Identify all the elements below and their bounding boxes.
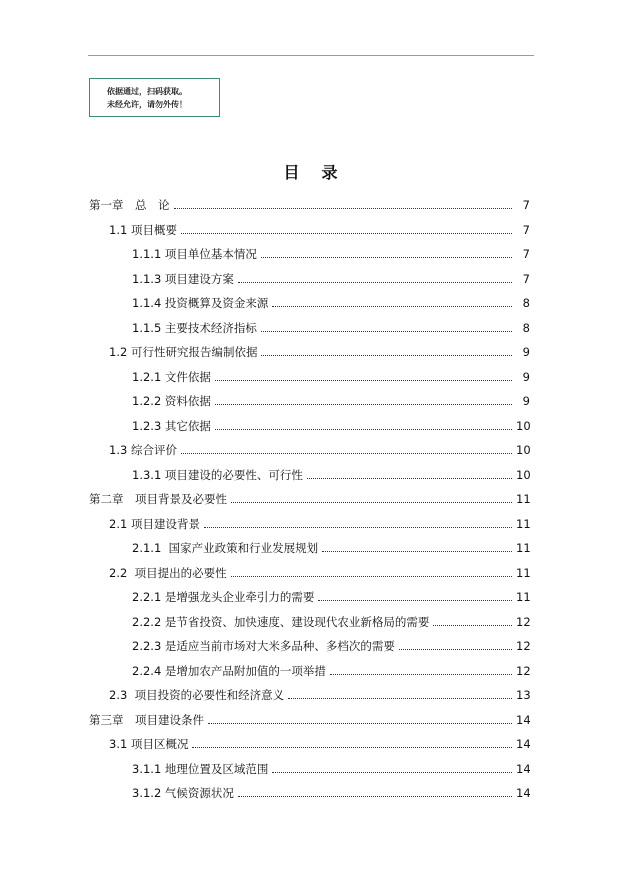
toc-page-number: 14 bbox=[516, 786, 531, 800]
toc-dot-leader bbox=[215, 404, 512, 405]
toc-entry[interactable] bbox=[132, 605, 530, 629]
toc-dot-leader bbox=[322, 551, 512, 552]
toc-page-number: 11 bbox=[516, 565, 531, 580]
toc-page-number: 12 bbox=[516, 639, 531, 653]
toc-page-number: 10 bbox=[516, 443, 531, 457]
toc-entry[interactable] bbox=[132, 776, 530, 800]
toc-title: 目录 bbox=[283, 163, 360, 182]
toc-dot-leader bbox=[330, 674, 512, 675]
toc-entry[interactable] bbox=[89, 703, 530, 727]
toc-entry[interactable] bbox=[132, 384, 530, 408]
toc-page-number: 8 bbox=[522, 296, 530, 310]
toc-entry-label: 1.3.1 项目建设的必要性、可行性 bbox=[132, 467, 303, 482]
toc-page-number: 14 bbox=[516, 712, 531, 727]
toc-dot-leader bbox=[174, 208, 513, 209]
toc-entry[interactable] bbox=[109, 556, 530, 580]
toc-entry[interactable] bbox=[132, 237, 530, 261]
toc-dot-leader bbox=[192, 747, 512, 748]
toc-entry[interactable] bbox=[132, 629, 530, 653]
toc-dot-leader bbox=[181, 453, 512, 454]
toc-page-number: 11 bbox=[516, 516, 531, 531]
toc-entry[interactable] bbox=[132, 311, 530, 335]
toc-page-number: 11 bbox=[516, 541, 531, 555]
toc-page-number: 7 bbox=[522, 222, 530, 237]
toc-entry-label: 1.1.5 主要技术经济指标 bbox=[132, 320, 257, 335]
toc-entry[interactable] bbox=[132, 654, 530, 678]
toc-page-number: 9 bbox=[522, 369, 530, 384]
toc-entry[interactable] bbox=[132, 580, 530, 604]
toc-entry-label: 2.1 项目建设背景 bbox=[109, 516, 200, 531]
toc-entry-label: 1.1.4 投资概算及资金来源 bbox=[132, 296, 269, 310]
toc-entry[interactable] bbox=[132, 262, 530, 286]
toc-entry-label: 1.2.2 资料依据 bbox=[132, 394, 211, 408]
stamp-line-1: 依据通过，扫码获取。 bbox=[107, 86, 187, 96]
toc-entry[interactable] bbox=[89, 188, 530, 212]
toc-entry-label: 2.2 项目提出的必要性 bbox=[109, 565, 227, 580]
toc-entry-label: 1.2.1 文件依据 bbox=[132, 369, 211, 384]
toc-dot-leader bbox=[238, 796, 512, 797]
toc-dot-leader bbox=[181, 233, 512, 234]
toc-entry-label: 3.1 项目区概况 bbox=[109, 737, 189, 751]
toc-entry-label: 1.2.3 其它依据 bbox=[132, 418, 211, 433]
toc-dot-leader bbox=[215, 429, 512, 430]
toc-entry[interactable] bbox=[132, 458, 530, 482]
toc-page-number: 12 bbox=[516, 663, 531, 678]
toc-entry[interactable] bbox=[109, 335, 530, 359]
toc-entry[interactable] bbox=[132, 360, 530, 384]
toc-entry-label: 2.1.1 国家产业政策和行业发展规划 bbox=[132, 541, 319, 555]
toc-entry-label: 2.2.3 是适应当前市场对大米多品种、多档次的需要 bbox=[132, 639, 395, 653]
toc-entry-label: 3.1.1 地理位置及区域范围 bbox=[132, 761, 269, 776]
toc-page-number: 7 bbox=[522, 271, 530, 286]
toc-dot-leader bbox=[231, 502, 512, 503]
stamp-line-2: 未经允许，请勿外传！ bbox=[107, 99, 187, 109]
toc-entry-label: 2.3 项目投资的必要性和经济意义 bbox=[109, 688, 285, 702]
toc-entry[interactable] bbox=[132, 531, 530, 555]
watermark-stamp bbox=[89, 78, 220, 117]
toc-entry-label: 第三章 项目建设条件 bbox=[89, 712, 204, 727]
toc-page-number: 14 bbox=[516, 761, 531, 776]
toc-entry-label: 1.1.1 项目单位基本情况 bbox=[132, 247, 257, 261]
toc-page-number: 13 bbox=[516, 688, 531, 702]
toc-dot-leader bbox=[261, 257, 512, 258]
toc-page-number: 9 bbox=[522, 394, 530, 408]
toc-entry[interactable] bbox=[89, 482, 530, 506]
toc-entry-label: 3.1.2 气候资源状况 bbox=[132, 786, 234, 800]
toc-dot-leader bbox=[238, 282, 512, 283]
toc-entry[interactable] bbox=[132, 752, 530, 776]
toc-page-number: 10 bbox=[516, 467, 531, 482]
toc-dot-leader bbox=[204, 527, 512, 528]
toc-dot-leader bbox=[215, 380, 512, 381]
toc-entry-label: 1.3 综合评价 bbox=[109, 443, 177, 457]
toc-dot-leader bbox=[288, 698, 512, 699]
toc-entry-label: 1.2 可行性研究报告编制依据 bbox=[109, 345, 258, 359]
toc-dot-leader bbox=[231, 576, 512, 577]
toc-dot-leader bbox=[307, 478, 512, 479]
toc-page-number: 8 bbox=[522, 320, 530, 335]
toc-entry[interactable] bbox=[109, 678, 530, 702]
toc-page-number: 12 bbox=[516, 614, 531, 629]
toc-entry-label: 2.2.4 是增加农产品附加值的一项举措 bbox=[132, 663, 326, 678]
toc-entry-label: 第二章 项目背景及必要性 bbox=[89, 492, 227, 506]
toc-page-number: 9 bbox=[522, 345, 530, 359]
toc-dot-leader bbox=[261, 355, 512, 356]
toc-dot-leader bbox=[272, 306, 512, 307]
toc-entry-label: 第一章 总 论 bbox=[89, 198, 170, 212]
toc-entry[interactable] bbox=[132, 409, 530, 433]
toc-page-number: 11 bbox=[516, 590, 531, 604]
toc-dot-leader bbox=[208, 723, 512, 724]
toc-page-number: 7 bbox=[522, 198, 530, 212]
toc-entry[interactable] bbox=[109, 213, 530, 237]
toc-entry[interactable] bbox=[109, 433, 530, 457]
toc-page-number: 11 bbox=[516, 492, 531, 506]
toc-dot-leader bbox=[433, 625, 512, 626]
toc-entry-label: 1.1 项目概要 bbox=[109, 222, 177, 237]
toc-entry[interactable] bbox=[132, 286, 530, 310]
toc-entry-label: 2.2.2 是节省投资、加快速度、建设现代农业新格局的需要 bbox=[132, 614, 430, 629]
header-rule bbox=[88, 55, 534, 56]
toc-page-number: 7 bbox=[522, 247, 530, 261]
toc-dot-leader bbox=[261, 331, 512, 332]
toc-entry-label: 1.1.3 项目建设方案 bbox=[132, 271, 234, 286]
toc-dot-leader bbox=[272, 772, 512, 773]
toc-entry[interactable] bbox=[109, 507, 530, 531]
toc-entry[interactable] bbox=[109, 727, 530, 751]
toc-dot-leader bbox=[318, 600, 512, 601]
toc-dot-leader bbox=[399, 649, 512, 650]
toc-entry-label: 2.2.1 是增强龙头企业牵引力的需要 bbox=[132, 590, 315, 604]
toc-page-number: 14 bbox=[516, 737, 531, 751]
toc-page-number: 10 bbox=[516, 418, 531, 433]
